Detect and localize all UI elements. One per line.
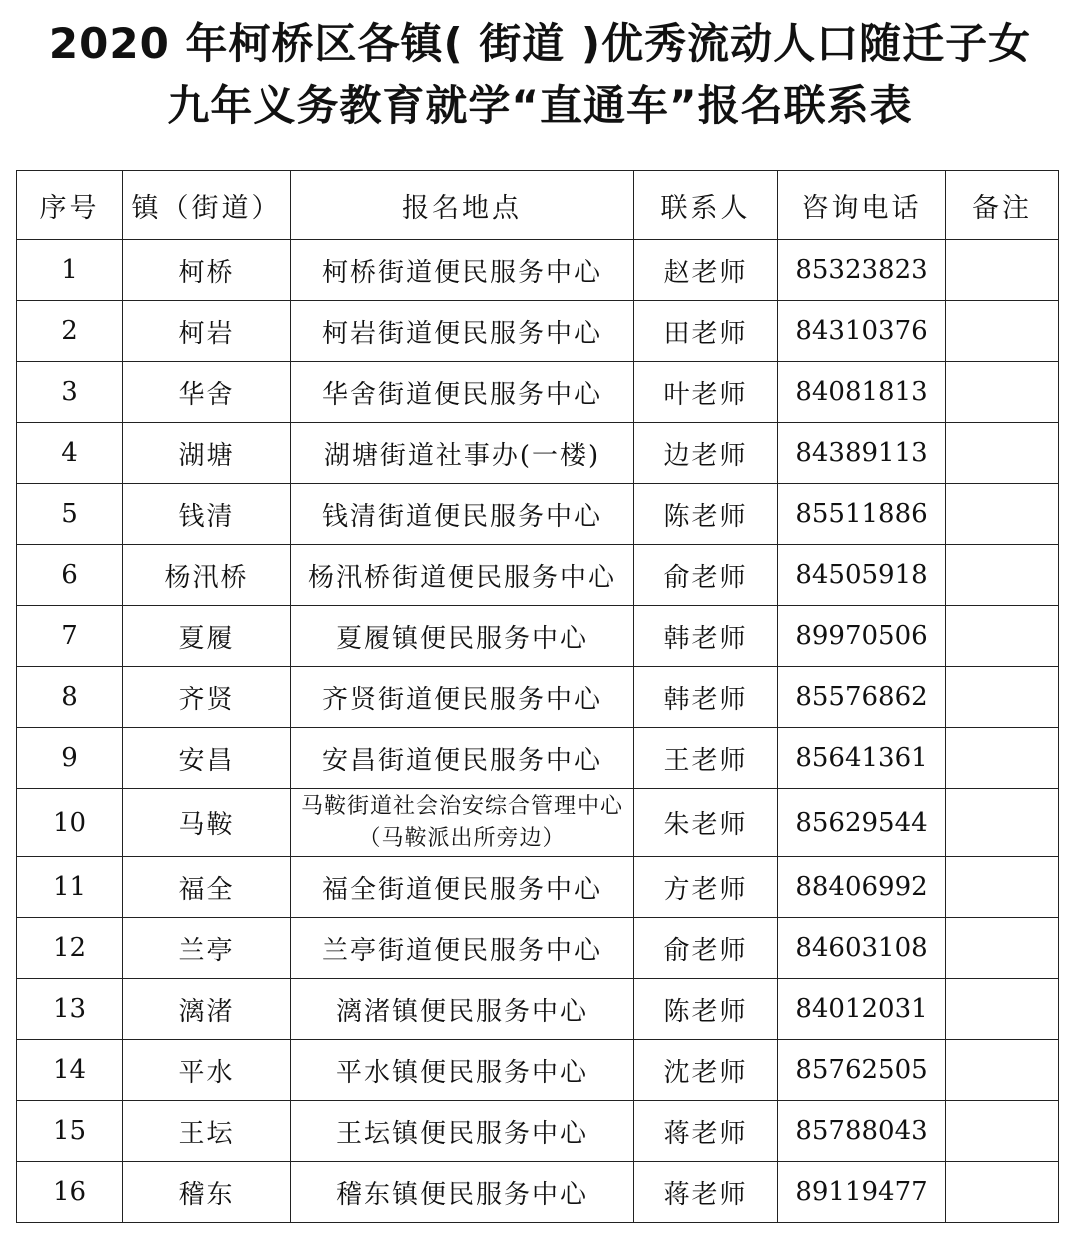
cell-registration-location: 福全街道便民服务中心 [291,857,634,918]
cell-contact-person: 叶老师 [634,362,778,423]
cell-registration-location: 漓渚镇便民服务中心 [291,979,634,1040]
header-registration-location: 报名地点 [291,171,634,240]
cell-contact-person: 赵老师 [634,240,778,301]
cell-town: 王坛 [123,1101,291,1162]
table-row [17,1101,1059,1162]
cell-remarks [946,1101,1059,1162]
table-row [17,789,1059,857]
cell-remarks [946,857,1059,918]
cell-town: 钱清 [123,484,291,545]
table-row [17,301,1059,362]
cell-contact-person: 王老师 [634,728,778,789]
cell-town: 夏履 [123,606,291,667]
cell-serial-number: 9 [17,728,123,789]
cell-serial-number: 13 [17,979,123,1040]
cell-town: 柯桥 [123,240,291,301]
cell-registration-location: 柯桥街道便民服务中心 [291,240,634,301]
cell-phone: 84012031 [778,979,946,1040]
cell-phone: 85576862 [778,667,946,728]
page-title-line-2: 九年义务教育就学“直通车”报名联系表 [167,81,913,130]
cell-town: 柯岩 [123,301,291,362]
table-row [17,857,1059,918]
table-row [17,362,1059,423]
cell-phone: 84603108 [778,918,946,979]
cell-phone: 84310376 [778,301,946,362]
cell-town: 漓渚 [123,979,291,1040]
cell-remarks [946,979,1059,1040]
cell-serial-number: 7 [17,606,123,667]
cell-registration-location: 华舍街道便民服务中心 [291,362,634,423]
cell-serial-number: 15 [17,1101,123,1162]
header-phone: 咨询电话 [778,171,946,240]
cell-registration-location: 兰亭街道便民服务中心 [291,918,634,979]
cell-contact-person: 蒋老师 [634,1101,778,1162]
table-row [17,918,1059,979]
cell-serial-number: 16 [17,1162,123,1223]
cell-town: 华舍 [123,362,291,423]
cell-remarks [946,301,1059,362]
cell-town: 杨汛桥 [123,545,291,606]
table-row [17,606,1059,667]
cell-registration-location: 夏履镇便民服务中心 [291,606,634,667]
cell-serial-number: 8 [17,667,123,728]
cell-registration-location: 王坛镇便民服务中心 [291,1101,634,1162]
cell-remarks [946,362,1059,423]
cell-registration-location: 杨汛桥街道便民服务中心 [291,545,634,606]
cell-contact-person: 俞老师 [634,918,778,979]
cell-town: 马鞍 [123,789,291,857]
cell-registration-location: 马鞍街道社会治安综合管理中心（马鞍派出所旁边） [291,789,634,857]
cell-registration-location: 齐贤街道便民服务中心 [291,667,634,728]
table-row [17,1040,1059,1101]
cell-contact-person: 陈老师 [634,979,778,1040]
cell-contact-person: 沈老师 [634,1040,778,1101]
cell-phone: 88406992 [778,857,946,918]
header-town: 镇（街道） [123,171,291,240]
cell-serial-number: 3 [17,362,123,423]
cell-phone: 89970506 [778,606,946,667]
header-contact-person: 联系人 [634,171,778,240]
cell-town: 齐贤 [123,667,291,728]
header-remarks: 备注 [946,171,1059,240]
cell-contact-person: 边老师 [634,423,778,484]
cell-remarks [946,918,1059,979]
cell-town: 兰亭 [123,918,291,979]
cell-registration-location: 钱清街道便民服务中心 [291,484,634,545]
cell-contact-person: 蒋老师 [634,1162,778,1223]
page-title-line-1: 2020 年柯桥区各镇( 街道 )优秀流动人口随迁子女 [48,19,1032,68]
cell-remarks [946,1162,1059,1223]
cell-remarks [946,728,1059,789]
table-body [17,240,1059,1223]
cell-town: 福全 [123,857,291,918]
cell-town: 安昌 [123,728,291,789]
cell-phone: 85641361 [778,728,946,789]
table-row [17,423,1059,484]
cell-contact-person: 韩老师 [634,606,778,667]
table-row [17,545,1059,606]
cell-serial-number: 14 [17,1040,123,1101]
cell-remarks [946,606,1059,667]
table-header-row [17,171,1059,240]
cell-registration-location: 湖塘街道社事办(一楼) [291,423,634,484]
cell-serial-number: 10 [17,789,123,857]
cell-contact-person: 韩老师 [634,667,778,728]
table-row [17,1162,1059,1223]
cell-town: 稽东 [123,1162,291,1223]
registration-contacts-table [16,170,1059,1223]
table-row [17,979,1059,1040]
cell-contact-person: 陈老师 [634,484,778,545]
cell-serial-number: 5 [17,484,123,545]
table-row [17,240,1059,301]
cell-remarks [946,1040,1059,1101]
cell-phone: 85323823 [778,240,946,301]
cell-serial-number: 2 [17,301,123,362]
cell-contact-person: 俞老师 [634,545,778,606]
cell-phone: 85511886 [778,484,946,545]
cell-serial-number: 11 [17,857,123,918]
cell-serial-number: 6 [17,545,123,606]
cell-contact-person: 田老师 [634,301,778,362]
cell-registration-location: 稽东镇便民服务中心 [291,1162,634,1223]
cell-contact-person: 朱老师 [634,789,778,857]
cell-contact-person: 方老师 [634,857,778,918]
cell-registration-location: 安昌街道便民服务中心 [291,728,634,789]
cell-serial-number: 12 [17,918,123,979]
cell-phone: 85788043 [778,1101,946,1162]
cell-phone: 84389113 [778,423,946,484]
cell-remarks [946,789,1059,857]
table-row [17,728,1059,789]
cell-registration-location: 柯岩街道便民服务中心 [291,301,634,362]
table-row [17,484,1059,545]
cell-remarks [946,240,1059,301]
cell-remarks [946,484,1059,545]
cell-town: 湖塘 [123,423,291,484]
cell-remarks [946,545,1059,606]
cell-phone: 85762505 [778,1040,946,1101]
cell-serial-number: 4 [17,423,123,484]
cell-phone: 84505918 [778,545,946,606]
cell-phone: 85629544 [778,789,946,857]
cell-remarks [946,423,1059,484]
cell-town: 平水 [123,1040,291,1101]
cell-registration-location: 平水镇便民服务中心 [291,1040,634,1101]
cell-phone: 84081813 [778,362,946,423]
cell-phone: 89119477 [778,1162,946,1223]
header-serial-number: 序号 [17,171,123,240]
cell-serial-number: 1 [17,240,123,301]
table-row [17,667,1059,728]
cell-remarks [946,667,1059,728]
